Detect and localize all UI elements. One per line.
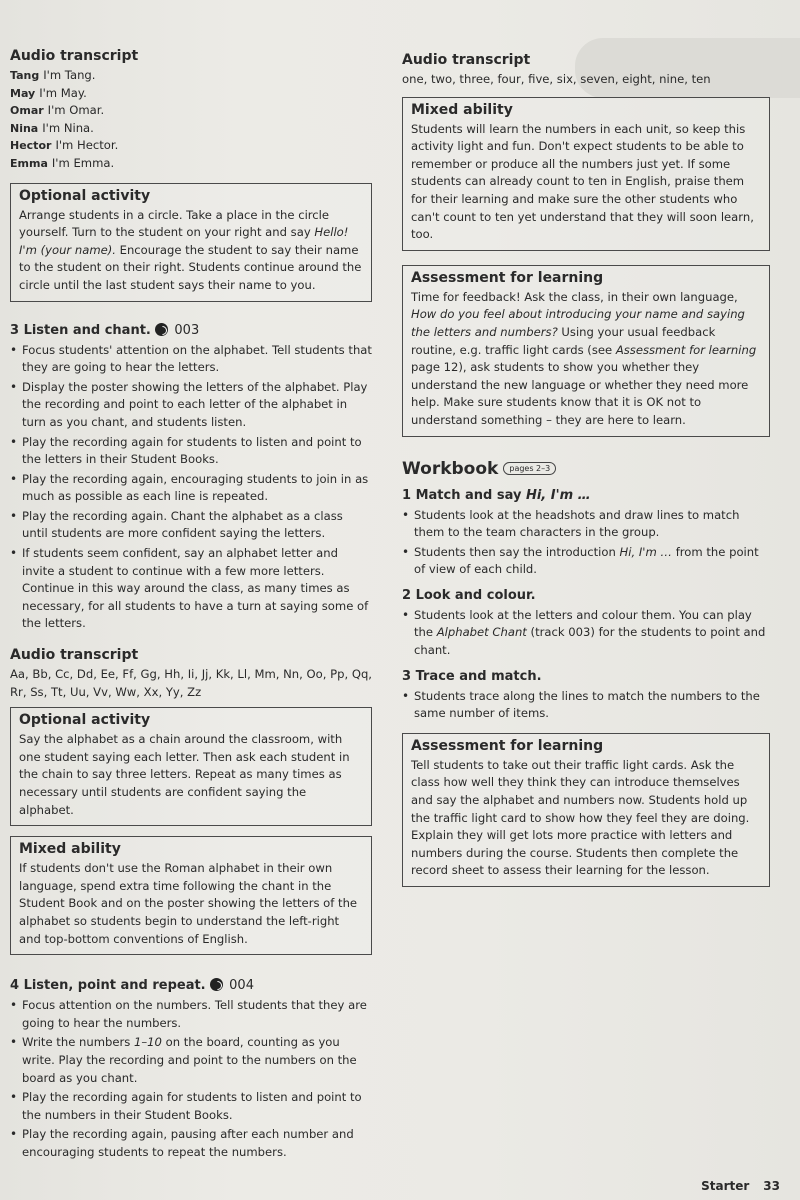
box-text: Say the alphabet as a chain around the classroom, with one student saying each letter. Then ask each student in the chain to say three letters. Repeat as many times as necessary until students are confident saying the alphabet. (19, 732, 350, 817)
list-item: • Students trace along the lines to match the numbers to the same number of items. (402, 688, 770, 723)
transcript-line: Tang I'm Tang. (10, 68, 96, 82)
transcript-line: May I'm May. (10, 85, 87, 100)
transcript-heading: Audio transcript (402, 52, 531, 68)
section-listen-and-chant (10, 322, 372, 634)
transcript-heading: Audio transcript (10, 647, 139, 664)
box-text: Tell students to take out their traffic light cards. Ask the class how well they think they can introduce themselves and say the alphabet and numbers now. Students hold up the traffic light card to show how they feel they are doing. Explain they will get lots more practice with letters and numbers during the course. Students then complete the record sheet to assess their learning for the lesson. (411, 757, 750, 878)
mixed-ability-box (10, 836, 372, 955)
bullet-list (10, 997, 372, 1161)
footer-section-label: Starter (701, 1179, 750, 1193)
workbook-task-title: 1 Match and say Hi, I'm … (402, 487, 591, 503)
workbook-title: Workbook (402, 458, 499, 479)
box-text: If students don't use the Roman alphabet in their own language, spend extra time following the chant in the Student Book and on the poster showing the letters of the alphabet so students begin to understand the left-right and top-bottom conventions of English. (19, 861, 358, 946)
transcript-line: Omar I'm Omar. (10, 103, 105, 118)
box-text: Arrange students in a circle. Take a place in the circle yourself. Turn to the student on your right and say Hello! I'm (your name). Encourage the student to say their name to the student on their right. Students continue around the circle until the last student says their name to you. (19, 207, 362, 292)
section-title: 4 Listen, point and repeat. 004 (10, 978, 254, 994)
right-column (402, 52, 770, 887)
audio-transcript-numbers (402, 52, 770, 89)
box-text: Students will learn the numbers in each unit, so keep this activity light and fun. Don't expect students to be able to remember or produce all the numbers just yet. If some students can already count to ten in English, praise them for their learning and make sure the other students who can't count to ten yet understand that they will soon learn, too. (411, 121, 754, 242)
audio-icon (210, 978, 223, 991)
pages-badge: pages 2–3 (503, 462, 556, 475)
list-item: • If students seem confident, say an alphabet letter and invite a student to continue with a few more letters. Continue in this way around the class, as many times as necessary, for all students to have a turn at saying some of the letters. (10, 545, 372, 633)
section-listen-point-repeat (10, 977, 372, 1161)
left-column (10, 48, 372, 1164)
page-footer (687, 1179, 780, 1193)
audio-icon (155, 323, 168, 336)
list-item: • Students then say the introduction Hi, I'm … from the point of view of each child. (402, 544, 770, 579)
list-item: • Focus attention on the numbers. Tell students that they are going to hear the numbers. (10, 997, 372, 1032)
list-item: • Play the recording again for students to listen and point to the letters in their Student Books. (10, 434, 372, 469)
box-heading: Mixed ability (411, 101, 513, 118)
optional-activity-box (10, 707, 372, 826)
audio-transcript-names (10, 48, 372, 173)
list-item: • Play the recording again, encouraging students to join in as much as possible as each line is repeated. (10, 471, 372, 506)
bullet-list (402, 607, 770, 660)
workbook-task-title: 2 Look and colour. (402, 587, 536, 603)
box-text: Time for feedback! Ask the class, in their own language, How do you feel about introducing your name and saying the letters and numbers? Using your usual feedback routine, e.g. traffic light cards (see Assessment for learning page 12), ask students to show you whether they understand the new language or whether they need more help. Make sure students know that it is OK not to understand something – they are here to learn. (411, 289, 757, 427)
list-item: • Focus students' attention on the alphabet. Tell students that they are going to hear the letters. (10, 342, 372, 377)
mixed-ability-box (402, 97, 770, 251)
assessment-box (402, 733, 770, 887)
transcript-line: Hector I'm Hector. (10, 138, 119, 153)
box-heading: Optional activity (19, 187, 151, 204)
list-item: • Write the numbers 1–10 on the board, counting as you write. Play the recording and point to the numbers on the board as you chant. (10, 1034, 372, 1087)
list-item: • Display the poster showing the letters of the alphabet. Play the recording and point to each letter of the alphabet in turn as you chant, and students listen. (10, 379, 372, 432)
list-item: • Play the recording again for students to listen and point to the numbers in their Student Books. (10, 1089, 372, 1124)
transcript-text: one, two, three, four, five, six, seven, eight, nine, ten (402, 72, 711, 86)
transcript-line: Emma I'm Emma. (10, 155, 115, 170)
transcript-heading: Audio transcript (10, 48, 139, 64)
workbook-task-title: 3 Trace and match. (402, 668, 542, 684)
bullet-list (10, 342, 372, 634)
box-heading: Mixed ability (19, 841, 121, 858)
audio-transcript-alphabet (10, 647, 372, 701)
optional-activity-box (10, 183, 372, 302)
transcript-text: Aa, Bb, Cc, Dd, Ee, Ff, Gg, Hh, Ii, Jj, Kk, Ll, Mm, Nn, Oo, Pp, Qq, Rr, Ss, Tt, Uu, Vv, Ww, Xx, Yy, Zz (10, 667, 372, 699)
transcript-line: Nina I'm Nina. (10, 120, 94, 135)
box-heading: Assessment for learning (411, 737, 604, 754)
section-title: 3 Listen and chant. 003 (10, 322, 200, 338)
workbook-section (402, 459, 770, 723)
list-item: • Students look at the headshots and draw lines to match them to the team characters in the group. (402, 507, 770, 542)
box-heading: Assessment for learning (411, 269, 604, 286)
list-item: • Play the recording again. Chant the alphabet as a class until students are more confident saying the letters. (10, 508, 372, 543)
page-number: 33 (763, 1179, 780, 1193)
list-item: • Students look at the letters and colour them. You can play the Alphabet Chant (track 003) for the students to point and chant. (402, 607, 770, 660)
workbook-header (402, 459, 770, 479)
bullet-list (402, 507, 770, 579)
bullet-list (402, 688, 770, 723)
assessment-box (402, 265, 770, 437)
list-item: • Play the recording again, pausing after each number and encouraging students to repeat the numbers. (10, 1126, 372, 1161)
box-heading: Optional activity (19, 712, 151, 729)
